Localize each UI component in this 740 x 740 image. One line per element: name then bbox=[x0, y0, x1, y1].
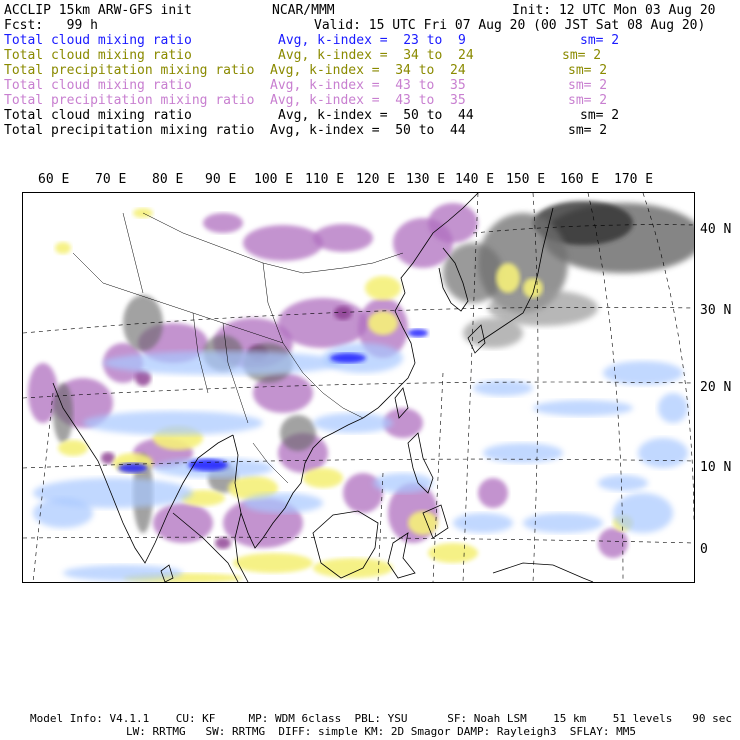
longitude-label: 110 E bbox=[305, 172, 345, 187]
cloud-patch bbox=[603, 361, 683, 385]
field-smoothing: sm= 2 bbox=[568, 63, 608, 78]
latitude-label: 0 bbox=[700, 542, 708, 557]
cloud-patch bbox=[303, 468, 343, 488]
latitude-label: 20 N bbox=[700, 380, 732, 395]
field-name: Total precipitation mixing ratio bbox=[4, 123, 255, 138]
cloud-fields bbox=[28, 201, 694, 582]
field-name: Total cloud mixing ratio bbox=[4, 33, 192, 48]
cloud-patch bbox=[203, 213, 243, 233]
cloud-patch bbox=[428, 203, 478, 243]
cloud-patch bbox=[428, 543, 478, 563]
field-k-index: Avg, k-index = 50 to 44 bbox=[270, 123, 466, 138]
latitude-label: 30 N bbox=[700, 303, 732, 318]
cloud-patch bbox=[33, 498, 93, 528]
cloud-patch bbox=[103, 351, 343, 375]
longitude-label: 130 E bbox=[406, 172, 446, 187]
map-title: ACCLIP 15km ARW-GFS init bbox=[4, 3, 192, 18]
field-smoothing: sm= 2 bbox=[568, 93, 608, 108]
field-name: Total precipitation mixing ratio bbox=[4, 63, 255, 78]
field-k-index: Avg, k-index = 34 to 24 bbox=[278, 48, 474, 63]
longitude-label: 60 E bbox=[38, 172, 70, 187]
latitude-label: 40 N bbox=[700, 222, 732, 237]
cloud-patch bbox=[365, 276, 401, 300]
cloud-patch bbox=[658, 393, 688, 423]
cloud-patch bbox=[215, 537, 231, 549]
cloud-patch bbox=[58, 440, 88, 456]
longitude-label: 70 E bbox=[95, 172, 127, 187]
cloud-patch bbox=[598, 475, 648, 491]
forecast-hour: Fcst: 99 h bbox=[4, 18, 98, 33]
cloud-patch bbox=[330, 353, 366, 363]
cloud-patch bbox=[478, 478, 508, 508]
cloud-patch bbox=[368, 311, 398, 335]
organization: NCAR/MMM bbox=[272, 3, 335, 18]
field-name: Total cloud mixing ratio bbox=[4, 78, 192, 93]
field-name: Total cloud mixing ratio bbox=[4, 108, 192, 123]
field-smoothing: sm= 2 bbox=[580, 108, 620, 123]
parallel-20N bbox=[23, 382, 694, 398]
longitude-label: 90 E bbox=[205, 172, 237, 187]
cloud-patch bbox=[63, 565, 183, 581]
model-info: Model Info: V4.1.1 CU: KF MP: WDM 6class PBL: YSU SF: Noah LSM 15 km 51 levels 90 sec bbox=[30, 712, 732, 725]
field-k-index: Avg, k-index = 50 to 44 bbox=[278, 108, 474, 123]
longitude-label: 140 E bbox=[455, 172, 495, 187]
field-k-index: Avg, k-index = 43 to 35 bbox=[270, 93, 466, 108]
cloud-patch bbox=[533, 400, 633, 416]
cloud-patch bbox=[408, 329, 428, 337]
cloud-patch bbox=[101, 452, 115, 464]
cloud-patch bbox=[83, 411, 263, 435]
cloud-patch bbox=[598, 528, 628, 558]
field-name: Total precipitation mixing ratio bbox=[4, 93, 255, 108]
field-k-index: Avg, k-index = 43 to 35 bbox=[270, 78, 466, 93]
cloud-patch bbox=[313, 558, 393, 578]
field-k-index: Avg, k-index = 23 to 9 bbox=[278, 33, 466, 48]
init-time: Init: 12 UTC Mon 03 Aug 20 bbox=[512, 3, 716, 18]
field-smoothing: sm= 2 bbox=[562, 48, 602, 63]
new-guinea bbox=[493, 563, 593, 582]
cloud-patch bbox=[443, 243, 503, 303]
cloud-patch bbox=[243, 225, 323, 261]
parallel-0 bbox=[23, 537, 694, 543]
cloud-patch bbox=[233, 553, 313, 573]
field-smoothing: sm= 2 bbox=[580, 33, 620, 48]
latitude-label: 10 N bbox=[700, 460, 732, 475]
longitude-label: 120 E bbox=[356, 172, 396, 187]
field-name: Total cloud mixing ratio bbox=[4, 48, 192, 63]
cloud-patch bbox=[55, 242, 71, 254]
cloud-patch bbox=[408, 511, 438, 535]
cloud-patch bbox=[313, 224, 373, 252]
longitude-label: 170 E bbox=[614, 172, 654, 187]
cloud-patch bbox=[280, 415, 316, 451]
cloud-patch bbox=[453, 513, 513, 533]
longitude-label: 80 E bbox=[152, 172, 184, 187]
weather-map bbox=[22, 192, 695, 583]
valid-time: Valid: 15 UTC Fri 07 Aug 20 (00 JST Sat 08 Aug 20) bbox=[314, 18, 706, 33]
cloud-patch bbox=[483, 443, 563, 463]
cloud-patch bbox=[123, 295, 163, 351]
field-smoothing: sm= 2 bbox=[568, 123, 608, 138]
longitude-label: 160 E bbox=[560, 172, 600, 187]
longitude-label: 150 E bbox=[506, 172, 546, 187]
cloud-patch bbox=[638, 438, 688, 468]
model-physics: LW: RRTMG SW: RRTMG DIFF: simple KM: 2D Smagor DAMP: Rayleigh3 SFLAY: MM5 bbox=[126, 725, 636, 738]
cloud-patch bbox=[496, 263, 520, 293]
cloud-patch bbox=[278, 298, 368, 348]
field-k-index: Avg, k-index = 34 to 24 bbox=[270, 63, 466, 78]
cloud-patch bbox=[53, 383, 73, 443]
longitude-label: 100 E bbox=[254, 172, 294, 187]
cloud-patch bbox=[523, 278, 543, 298]
cloud-patch bbox=[334, 306, 352, 320]
field-smoothing: sm= 2 bbox=[568, 78, 608, 93]
